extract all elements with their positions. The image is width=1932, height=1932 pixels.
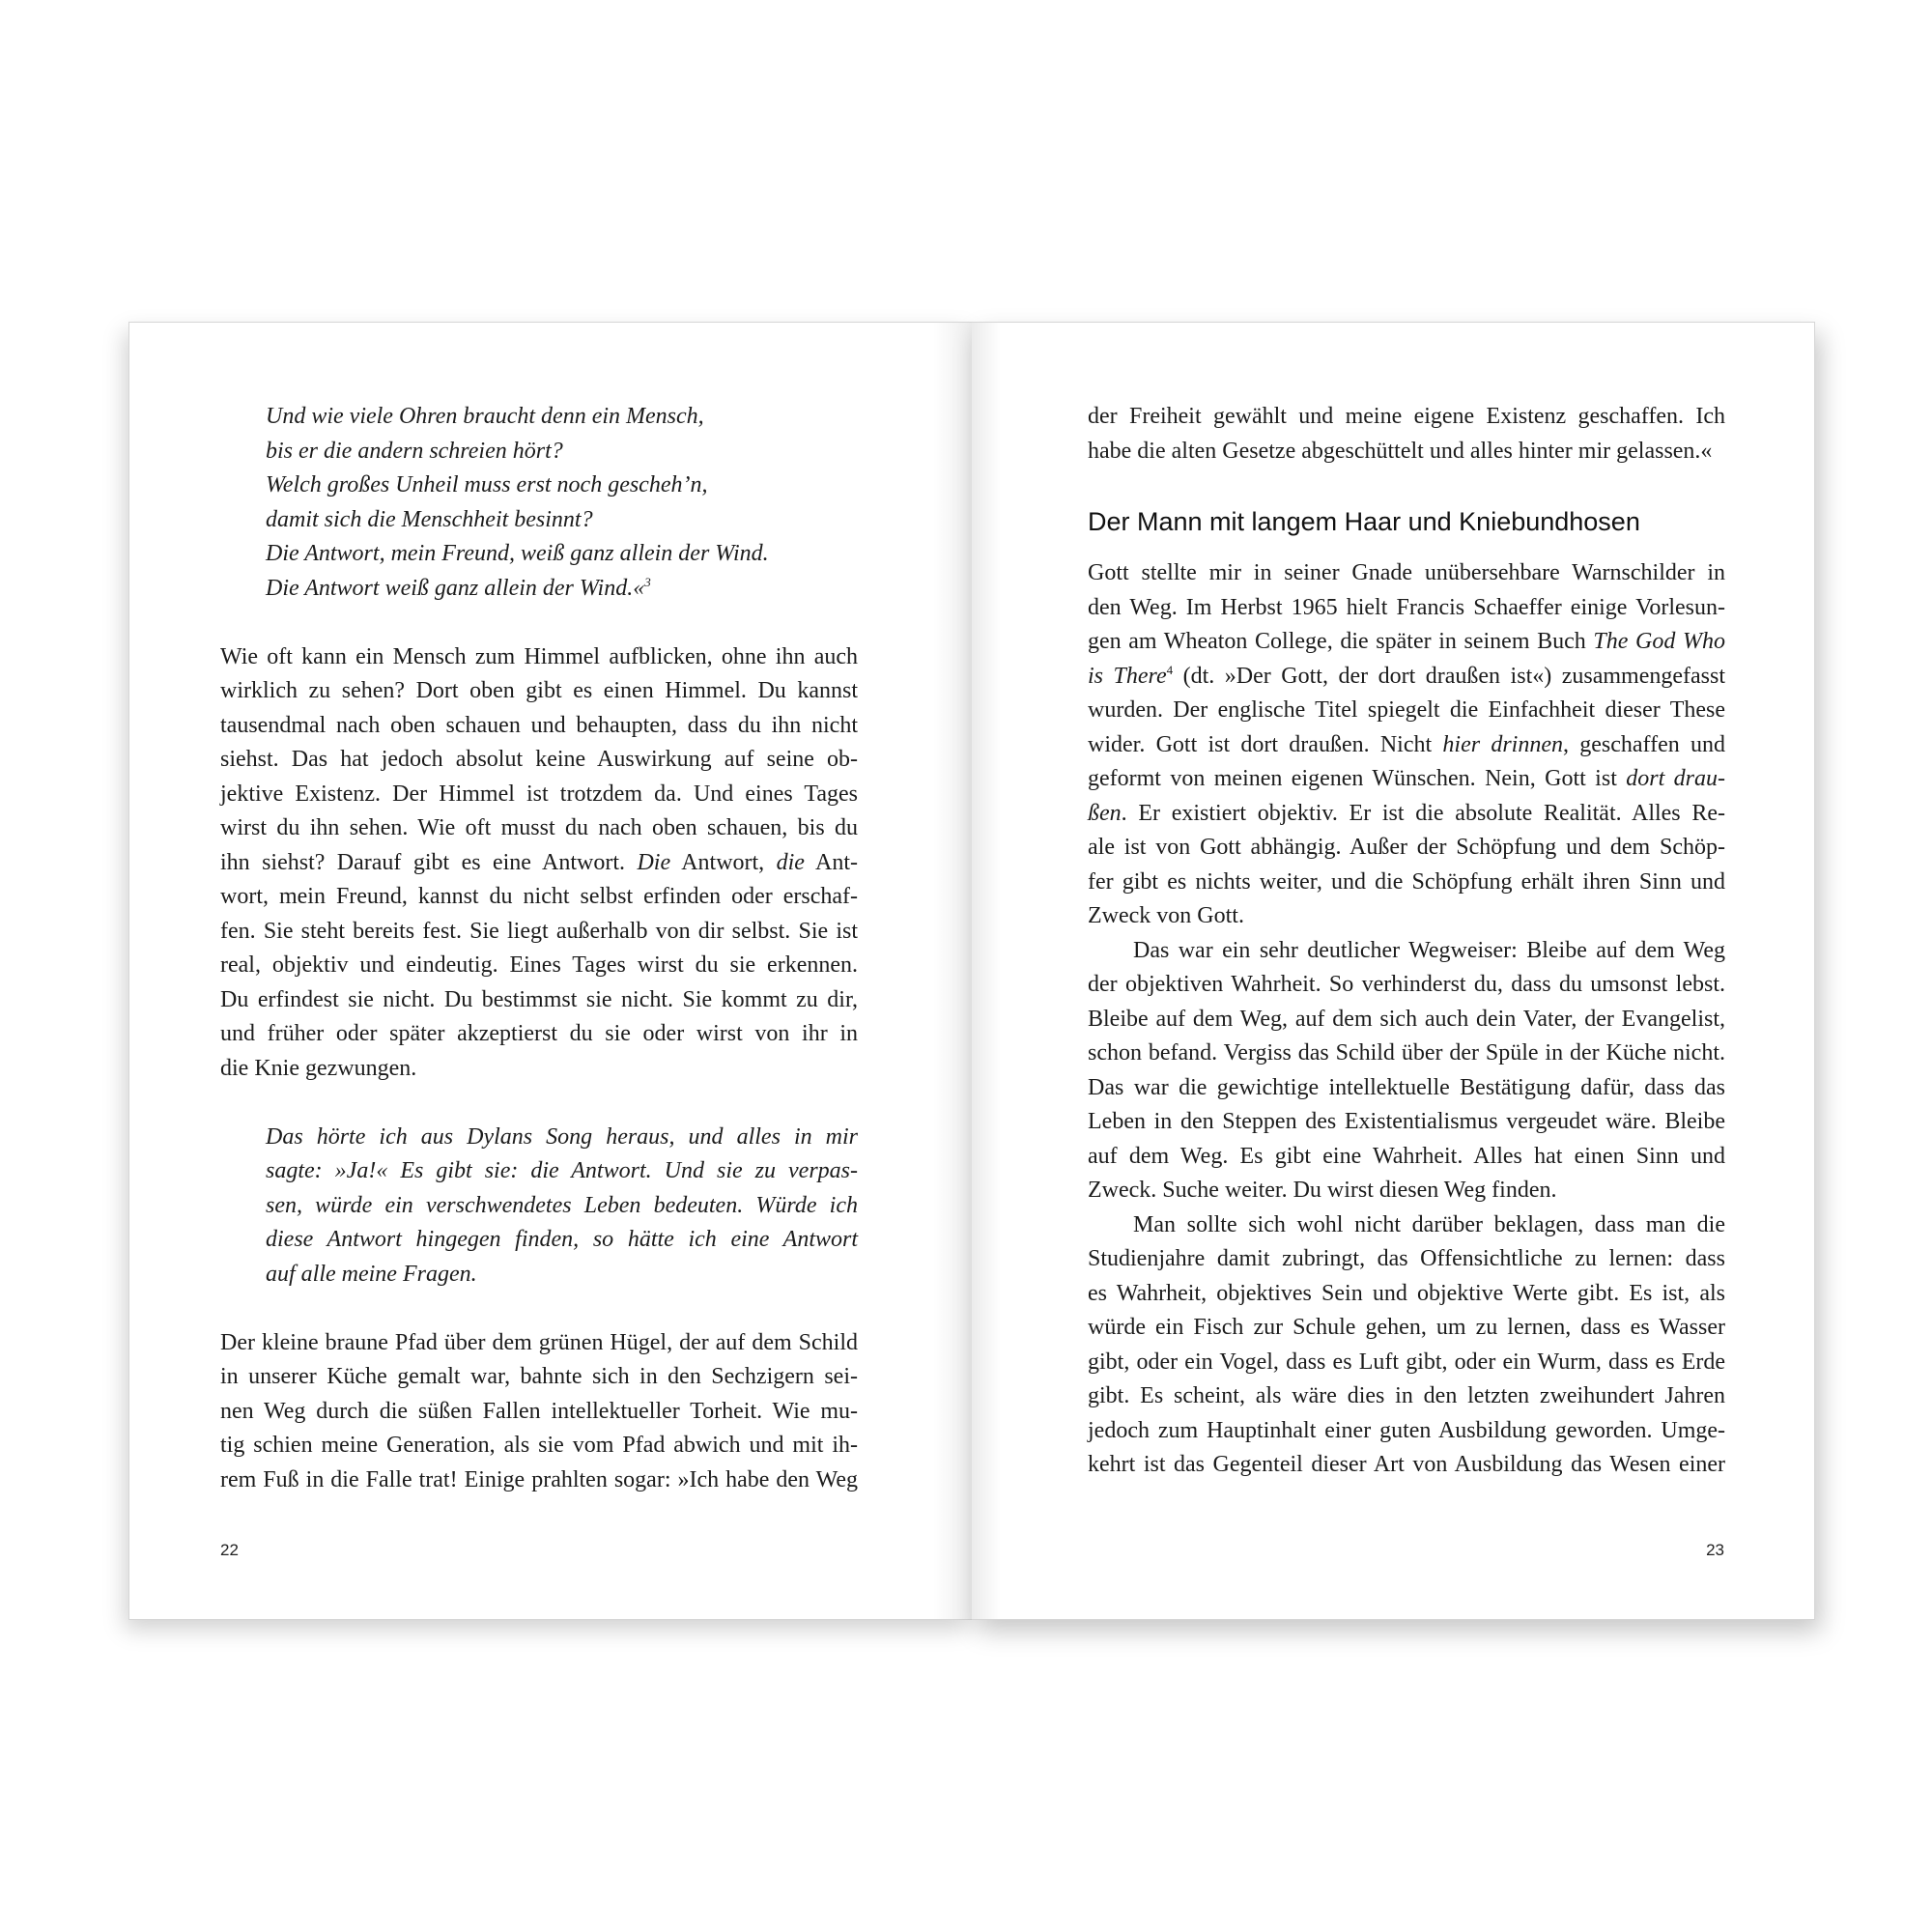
footnote-marker: 3	[644, 574, 651, 589]
text-line: rem Fuß in die Falle trat! Einige prahlten sogar: »Ich habe den Weg	[220, 1466, 858, 1492]
text-line: wirst du ihn sehen. Wie oft musst du nach oben schauen, bis du	[220, 815, 858, 840]
footnote-marker: 4	[1166, 662, 1174, 677]
quote-line-text: Die Antwort weiß ganz allein der Wind.«	[266, 575, 645, 601]
page-number: 22	[220, 1541, 239, 1559]
text-line: den Weg. Im Herbst 1965 hielt Francis Schaeffer einige Vorlesun-	[1088, 594, 1725, 620]
quote-line: Die Antwort, mein Freund, weiß ganz allein der Wind.	[266, 541, 769, 566]
quote-line: auf alle meine Fragen.	[266, 1261, 477, 1287]
text-run: gen am Wheaton College, die später in seinem Buch	[1088, 629, 1594, 654]
italic-run: Die	[637, 849, 671, 875]
text-line: Leben in den Steppen des Existentialismus vergeudet wäre. Bleibe	[1088, 1109, 1725, 1134]
text-line: und früher oder später akzeptierst du sie oder wirst von ihr in	[220, 1021, 858, 1046]
text-line	[1088, 625, 1725, 660]
song-quote	[220, 400, 858, 606]
text-run: wider. Gott ist dort draußen. Nicht	[1088, 731, 1443, 757]
text-line	[1088, 797, 1725, 832]
block-quote	[220, 1121, 858, 1293]
text-line: wirklich zu sehen? Dort oben gibt es einen Himmel. Du kannst	[220, 678, 858, 703]
text-run: Ant-	[804, 849, 859, 875]
quote-line: Das hörte ich aus Dylans Song heraus, und alles in mir	[266, 1123, 858, 1150]
text-line: schon befand. Vergiss das Schild über der Spüle in der Küche nicht.	[1088, 1040, 1725, 1065]
left-page	[128, 322, 972, 1620]
text-line: Wie oft kann ein Mensch zum Himmel aufblicken, ohne ihn auch	[220, 643, 858, 669]
text-line: Das war ein sehr deutlicher Wegweiser: Bleibe auf dem Weg	[1133, 937, 1725, 963]
text-line: die Knie gezwungen.	[220, 1055, 417, 1081]
italic-run: hier drinnen	[1442, 731, 1563, 757]
text-run: . Er existiert objektiv. Er ist die absolute Realität. Alles Re-	[1121, 800, 1725, 826]
paragraph	[1088, 1208, 1725, 1483]
text-line: jektive Existenz. Der Himmel ist trotzdem da. Und eines Tages	[220, 781, 858, 807]
text-line: tausendmal nach oben schauen und behaupten, dass du ihn nicht	[220, 712, 858, 738]
italic-run: die	[776, 849, 805, 875]
quote-line: sagte: »Ja!« Es gibt sie: die Antwort. Und sie zu verpas-	[266, 1158, 858, 1183]
italic-run: ßen	[1088, 800, 1122, 826]
left-page-text	[220, 400, 858, 1497]
paragraph	[1088, 934, 1725, 1208]
text-line: tig schien meine Generation, als sie vom Pfad abwich und mit ih-	[220, 1433, 858, 1458]
text-line: Man sollte sich wohl nicht darüber beklagen, dass man die	[1133, 1211, 1725, 1237]
text-line: siehst. Das hat jedoch absolut keine Auswirkung auf seine ob-	[220, 747, 858, 772]
text-line: Zweck. Suche weiter. Du wirst diesen Weg finden.	[1088, 1178, 1557, 1203]
text-line: nen Weg durch die süßen Fallen intellektueller Torheit. Wie mu-	[220, 1398, 858, 1424]
text-line: auf dem Weg. Es gibt eine Wahrheit. Alles hat einen Sinn und	[1088, 1143, 1725, 1169]
quote-line: Welch großes Unheil muss erst noch gescheh’n,	[266, 472, 708, 497]
quote-line: sen, würde ein verschwendetes Leben bedeuten. Würde ich	[266, 1192, 858, 1218]
text-line: gibt, oder ein Vogel, dass es Luft gibt, oder ein Wurm, dass es Erde	[1088, 1349, 1725, 1375]
italic-run: is There	[1088, 663, 1167, 689]
text-line: Gott stellte mir in seiner Gnade unübersehbare Warnschilder in	[1088, 560, 1725, 585]
text-line: würde ein Fisch zur Schule gehen, um zu lernen, dass es Wasser	[1088, 1315, 1725, 1340]
paragraph	[220, 1326, 858, 1498]
quote-line: diese Antwort hingegen finden, so hätte ich eine Antwort	[266, 1227, 858, 1252]
right-page	[972, 322, 1815, 1620]
text-line: fen. Sie steht bereits fest. Sie liegt außerhalb von dir selbst. Sie ist	[220, 918, 858, 944]
text-line: in unserer Küche gemalt war, bahnte sich in den Sechzigern sei-	[220, 1364, 858, 1389]
text-line: der Freiheit gewählt und meine eigene Existenz geschaffen. Ich	[1088, 404, 1725, 429]
page-number: 23	[1706, 1541, 1724, 1559]
quote-line: Und wie viele Ohren braucht denn ein Mensch,	[266, 404, 704, 429]
text-line: gibt. Es scheint, als wäre dies in den letzten zweihundert Jahren	[1088, 1383, 1725, 1408]
text-line	[1088, 660, 1725, 695]
text-run: ihn siehst? Darauf gibt es eine Antwort.	[220, 849, 638, 875]
text-line: habe die alten Gesetze abgeschüttelt und alles hinter mir gelassen.«	[1088, 438, 1713, 464]
quote-line	[220, 572, 858, 607]
italic-run: The God Who	[1593, 629, 1726, 654]
text-run: , geschaffen und	[1563, 731, 1725, 757]
text-line: jedoch zum Hauptinhalt einer guten Ausbildung geworden. Umge-	[1088, 1417, 1725, 1443]
text-line: fer gibt es nichts weiter, und die Schöpfung erhält ihren Sinn und	[1088, 868, 1725, 895]
text-line	[1088, 762, 1725, 797]
right-page-text	[1088, 400, 1725, 1483]
text-run: geformt von meinen eigenen Wünschen. Nein, Gott ist	[1088, 766, 1627, 791]
text-line: kehrt ist das Gegenteil dieser Art von Ausbildung das Wesen einer	[1088, 1452, 1725, 1477]
paragraph	[1088, 400, 1725, 469]
text-line	[1088, 728, 1725, 763]
section-heading: Der Mann mit langem Haar und Kniebundhosen	[1088, 507, 1640, 536]
paragraph	[1088, 556, 1725, 934]
book-spread	[128, 322, 1816, 1620]
text-line	[220, 846, 858, 881]
text-line: der objektiven Wahrheit. So verhinderst du, dass du umsonst lebst.	[1088, 972, 1725, 997]
text-line: Das war die gewichtige intellektuelle Bestätigung dafür, dass das	[1088, 1074, 1725, 1100]
italic-run: dort drau-	[1626, 766, 1725, 791]
text-line: Zweck von Gott.	[1088, 903, 1244, 928]
paragraph	[220, 640, 858, 1087]
text-run: Antwort,	[670, 849, 777, 875]
text-line: wort, mein Freund, kannst du nicht selbst erfinden oder erschaf-	[220, 884, 858, 909]
quote-line: bis er die andern schreien hört?	[266, 438, 563, 464]
text-run: (dt. »Der Gott, der dort draußen ist«) zusammengefasst	[1173, 663, 1726, 689]
text-line: Studienjahre damit zubringt, das Offensichtliche zu lernen: dass	[1088, 1246, 1725, 1271]
text-line: real, objektiv und eindeutig. Eines Tages wirst du sie erkennen.	[220, 952, 858, 978]
text-line: Bleibe auf dem Weg, auf dem sich auch dein Vater, der Evangelist,	[1088, 1006, 1725, 1032]
text-line: Du erfindest sie nicht. Du bestimmst sie nicht. Sie kommt zu dir,	[220, 986, 858, 1012]
text-line: wurden. Der englische Titel spiegelt die Einfachheit dieser These	[1088, 697, 1725, 723]
text-line: Der kleine braune Pfad über dem grünen Hügel, der auf dem Schild	[220, 1329, 858, 1355]
text-line: ale ist von Gott abhängig. Außer der Schöpfung und dem Schöp-	[1088, 835, 1725, 860]
text-line: es Wahrheit, objektives Sein und objektive Werte gibt. Es ist, als	[1088, 1280, 1725, 1306]
quote-line: damit sich die Menschheit besinnt?	[266, 506, 593, 532]
